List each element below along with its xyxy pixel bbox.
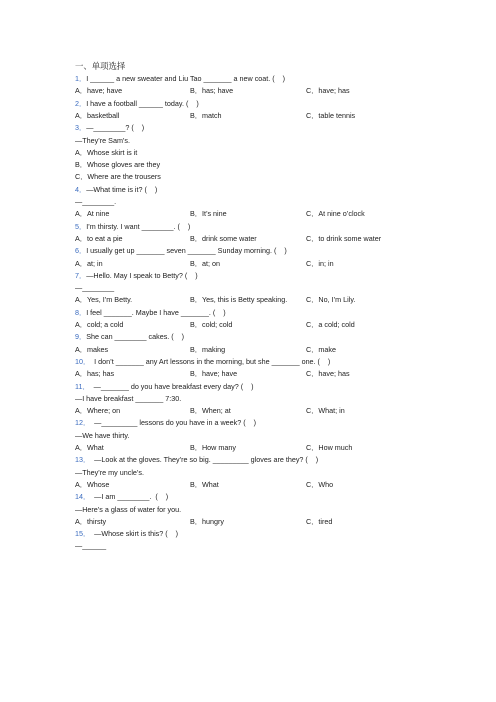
question-text: —I am ________. ( ): [90, 492, 169, 502]
option-item: A．have; have: [75, 86, 123, 96]
question-stem: [75, 222, 190, 231]
option-item: A．cold; a cold: [75, 320, 124, 329]
question-number: 10．: [75, 356, 91, 366]
option-item: B．cold; cold: [190, 320, 233, 329]
question-stem: [75, 492, 168, 501]
question-stem: [75, 332, 184, 341]
option-item: B．at; on: [190, 258, 220, 268]
response-line: [75, 197, 116, 206]
option-item: C．At nine o’clock: [306, 209, 365, 219]
question-number: 5．: [75, 221, 87, 231]
question-stem: [75, 382, 253, 391]
option-item: C．to drink some water: [306, 233, 382, 243]
response-line: [75, 541, 106, 550]
option-item: A．basketball: [75, 110, 120, 120]
question-text: B．Whose gloves are they: [75, 160, 161, 170]
option-item: B．Yes, this is Betty speaking.: [190, 295, 288, 305]
question-text: —Here’s a glass of water for you.: [75, 504, 182, 514]
question-text: A．Whose skirt is it: [75, 147, 138, 157]
question-number: 9．: [75, 332, 87, 342]
option-item: A．to eat a pie: [75, 233, 123, 243]
question-text: —Look at the gloves. They’re so big. _________ gloves are they? ( ): [90, 455, 319, 465]
option-item: C．have; has: [306, 369, 350, 379]
question-stem: [75, 246, 287, 255]
question-text: —________: [75, 283, 115, 293]
question-text: —______: [75, 541, 107, 551]
question-text: —________.: [75, 197, 117, 206]
option-item: A．makes: [75, 344, 109, 354]
question-number: 2．: [75, 98, 87, 108]
question-text: —What time is it? ( ): [86, 184, 158, 194]
option-item: B．hungry: [190, 516, 224, 526]
question-number: 11．: [75, 381, 90, 391]
option-item: A．Whose: [75, 479, 110, 489]
option-item: [75, 160, 160, 169]
option-item: C．What; in: [306, 406, 345, 416]
question-text: —Hello. May I speak to Betty? ( ): [86, 270, 198, 280]
question-number: 7．: [75, 270, 87, 280]
option-item: B．When; at: [190, 406, 231, 416]
option-item: A．Where; on: [75, 406, 121, 416]
question-number: 8．: [75, 307, 87, 317]
option-item: [75, 148, 137, 157]
option-item: A．Yes, I’m Betty.: [75, 295, 133, 305]
question-number: 15．: [75, 529, 91, 539]
option-item: C．tired: [306, 516, 333, 526]
question-stem: [75, 271, 198, 280]
question-number: 1．: [75, 74, 87, 83]
option-item: B．How many: [190, 443, 236, 452]
response-line: [75, 283, 114, 292]
option-item: B．What: [190, 479, 219, 489]
section-title: 一、单项选择: [75, 61, 126, 71]
option-item: B．making: [190, 344, 226, 354]
question-number: 4．: [75, 184, 87, 194]
option-item: C．a cold; cold: [306, 320, 355, 329]
response-line: [75, 468, 144, 477]
question-text: —We have thirty.: [75, 430, 130, 440]
question-text: C．Where are the trousers: [75, 172, 161, 182]
option-item: C．make: [306, 344, 336, 354]
question-text: I’m thirsty. I want ________. ( ): [86, 221, 191, 231]
question-text: She can ________ cakes. ( ): [86, 332, 185, 342]
response-line: [75, 136, 130, 145]
question-text: I usually get up _______ seven _______ Sunday morning. ( ): [86, 246, 287, 256]
option-item: B．have; have: [190, 369, 238, 379]
question-text: I don’t _______ any Art lessons in the morning, but she _______ one. ( ): [90, 356, 331, 366]
question-stem: [75, 123, 144, 132]
option-item: C．No, I’m Lily.: [306, 295, 356, 305]
question-text: I have a football ______ today. ( ): [86, 98, 199, 108]
question-stem: [75, 529, 178, 538]
question-text: I ______ a new sweater and Liu Tao _______ a new coat. ( ): [86, 74, 286, 83]
question-text: —_________ lessons do you have in a week? ( ): [90, 418, 257, 428]
question-text: —________? ( ): [86, 123, 145, 133]
option-item: A．thirsty: [75, 516, 107, 526]
option-item: A．What: [75, 443, 104, 452]
option-item: B．It’s nine: [190, 209, 227, 219]
question-number: 12．: [75, 418, 91, 428]
question-number: 3．: [75, 123, 87, 133]
option-item: B．drink some water: [190, 233, 257, 243]
question-text: —_______ do you have breakfast every day? ( ): [89, 381, 254, 391]
option-item: A．has; has: [75, 369, 115, 379]
option-item: A．at; in: [75, 258, 103, 268]
question-number: 6．: [75, 246, 87, 256]
response-line: [75, 431, 129, 440]
question-text: I feel _______. Maybe I have _______. ( ): [86, 307, 226, 317]
question-number: 13．: [75, 455, 91, 465]
question-text: —They’re Sam’s.: [75, 135, 130, 145]
option-item: C．in; in: [306, 258, 334, 268]
option-item: C．Who: [306, 479, 334, 489]
question-stem: [75, 357, 330, 366]
option-item: A．At nine: [75, 209, 110, 219]
question-stem: [75, 418, 256, 427]
question-stem: [75, 455, 318, 464]
question-stem: [75, 308, 226, 317]
option-item: B．has; have: [190, 86, 234, 96]
option-item: B．match: [190, 110, 222, 120]
option-item: [75, 172, 161, 181]
question-stem: [75, 74, 285, 83]
question-text: —I have breakfast _______ 7:30.: [75, 393, 182, 403]
option-item: C．table tennis: [306, 110, 356, 120]
option-item: C．have; has: [306, 86, 350, 96]
response-line: [75, 394, 181, 403]
response-line: [75, 505, 181, 514]
question-number: 14．: [75, 492, 91, 502]
question-text: —Whose skirt is this? ( ): [90, 529, 179, 539]
question-text: —They’re my uncle’s.: [75, 467, 144, 477]
question-stem: [75, 185, 157, 194]
question-stem: [75, 99, 199, 108]
option-item: C．How much: [306, 443, 353, 452]
